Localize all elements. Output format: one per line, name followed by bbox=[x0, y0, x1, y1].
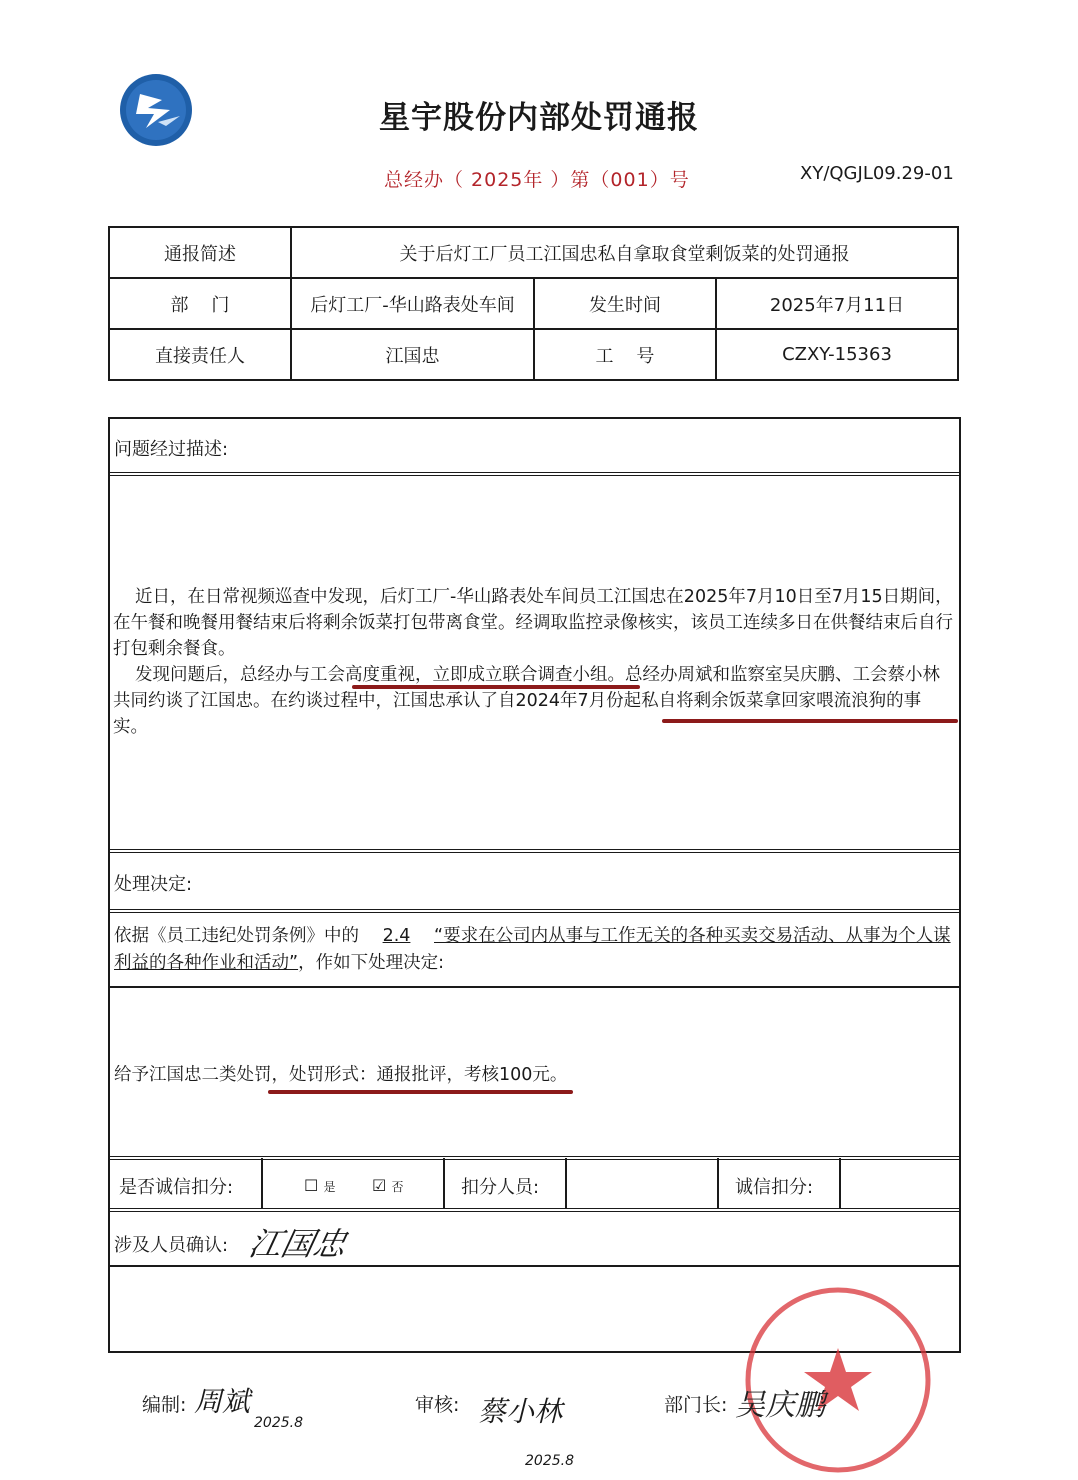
divider bbox=[717, 1158, 719, 1208]
divider bbox=[110, 849, 959, 853]
divider bbox=[565, 1158, 567, 1208]
deduct-score-label: 诚信扣分: bbox=[735, 1177, 814, 1198]
description-text bbox=[113, 584, 955, 740]
checkbox-empty-icon[interactable]: ☐ bbox=[304, 1176, 319, 1195]
description-paragraph-2: 发现问题后，总经办与工会高度重视，立即成立联合调查小组。总经办周斌和监察室吴庆鹏、工会蔡小林共同约谈了江国忠。在约谈过程中，江国忠承认了自2024年7月份起私自将剩余饭菜拿回家喂流浪狗的事实。 bbox=[113, 665, 940, 737]
handwritten-underline bbox=[352, 685, 640, 689]
divider bbox=[443, 1158, 445, 1208]
checkbox-checked-icon[interactable]: ☑ bbox=[372, 1176, 387, 1195]
divider bbox=[110, 1208, 959, 1212]
responsible-person-label: 直接责任人 bbox=[109, 329, 291, 380]
time-value: 2025年7月11日 bbox=[716, 278, 958, 329]
handwritten-underline bbox=[268, 1090, 573, 1094]
page-title: 星宇股份内部处罚通报 bbox=[379, 100, 699, 136]
credit-yes-label: 是 bbox=[323, 1180, 336, 1194]
responsible-person-value: 江国忠 bbox=[291, 329, 534, 380]
decision-result: 给予江国忠二类处罚，处罚形式：通报批评，考核100元。 bbox=[114, 1065, 568, 1085]
report-body bbox=[108, 417, 961, 1353]
summary-label: 通报简述 bbox=[109, 227, 291, 278]
reviewer-label: 审核: bbox=[415, 1394, 460, 1416]
divider bbox=[110, 986, 959, 988]
department-value: 后灯工厂-华山路表处车间 bbox=[291, 278, 534, 329]
basis-suffix: ，作如下处理决定: bbox=[298, 953, 444, 973]
document-number: 总经办（ 2025年 ）第（001）号 bbox=[384, 169, 690, 191]
reviewer-date: 2025.8 bbox=[525, 1453, 574, 1469]
basis-clause: 2.4 bbox=[382, 926, 411, 946]
credit-no-label: 否 bbox=[391, 1180, 404, 1194]
reviewer-signature: 蔡小林 bbox=[478, 1395, 563, 1428]
confirm-signature: 江国忠 bbox=[245, 1225, 350, 1263]
prepared-date: 2025.8 bbox=[254, 1415, 303, 1431]
employee-id-value: CZXY-15363 bbox=[716, 329, 958, 380]
description-label: 问题经过描述: bbox=[114, 439, 229, 460]
divider bbox=[110, 909, 959, 913]
credit-deduction-label: 是否诚信扣分: bbox=[119, 1177, 234, 1198]
form-code: XY/QGJL09.29-01 bbox=[800, 163, 954, 184]
handwritten-underline bbox=[662, 719, 958, 723]
divider bbox=[261, 1158, 263, 1208]
prepared-by-label: 编制: bbox=[142, 1394, 187, 1416]
decision-label: 处理决定: bbox=[114, 874, 193, 895]
department-label: 部 门 bbox=[109, 278, 291, 329]
divider bbox=[110, 1265, 959, 1267]
decision-basis bbox=[114, 923, 952, 977]
description-paragraph-1: 近日，在日常视频巡查中发现，后灯工厂-华山路表处车间员工江国忠在2025年7月10日至7月15日期间，在午餐和晚餐用餐结束后将剩余饭菜打包带离食堂。经调取监控录像核实，该员工连续多日在供餐结束后自行打包剩余餐食。 bbox=[113, 587, 953, 659]
info-table bbox=[108, 226, 959, 381]
divider bbox=[110, 1156, 959, 1160]
summary-value: 关于后灯工厂员工江国忠私自拿取食堂剩饭菜的处罚通报 bbox=[291, 227, 958, 278]
department-head-signature: 吴庆鹏 bbox=[735, 1388, 825, 1423]
confirm-label: 涉及人员确认: bbox=[114, 1235, 229, 1256]
prepared-by-signature: 周斌 bbox=[194, 1385, 251, 1418]
time-label: 发生时间 bbox=[534, 278, 716, 329]
divider bbox=[110, 472, 959, 476]
deduct-person-label: 扣分人员: bbox=[461, 1177, 540, 1198]
divider bbox=[839, 1158, 841, 1208]
basis-text: “要求在公司内从事与工作无关的各种买卖交易活动、从事为个人谋利益的各种作业和活动” bbox=[114, 926, 951, 973]
credit-yes-option[interactable] bbox=[304, 1176, 335, 1195]
basis-prefix: 依据《员工违纪处罚条例》中的 bbox=[114, 926, 359, 946]
department-head-label: 部门长: bbox=[664, 1394, 728, 1416]
credit-no-option[interactable] bbox=[372, 1176, 403, 1195]
employee-id-label: 工 号 bbox=[534, 329, 716, 380]
